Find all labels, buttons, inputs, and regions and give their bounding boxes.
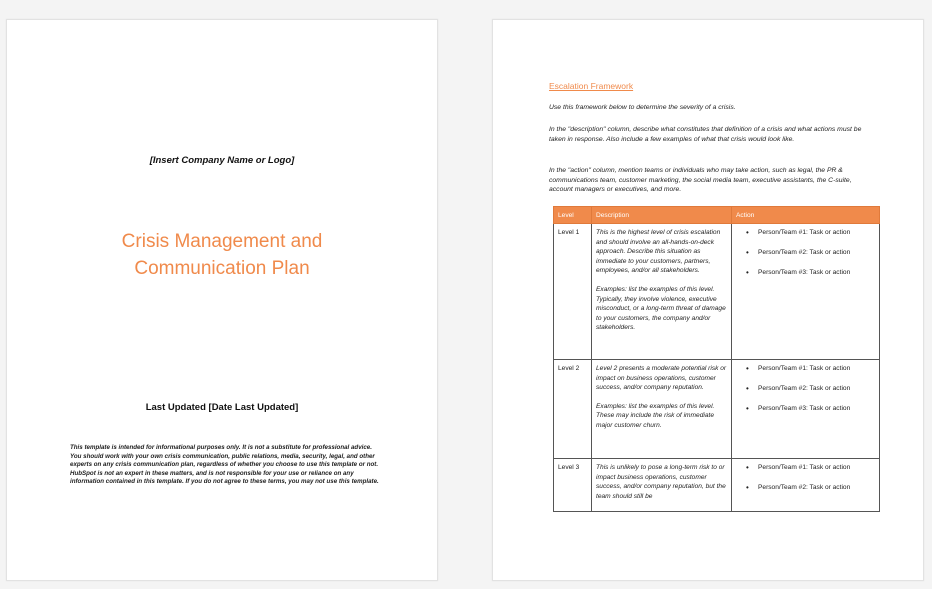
description-cell — [592, 360, 732, 459]
description-cell — [592, 459, 732, 512]
description-example: Examples: list the examples of this level. These may include the risk of immediate major customer churn. — [596, 402, 715, 429]
level-cell: Level 3 — [554, 459, 592, 512]
title-line-2: Communication Plan — [134, 258, 310, 279]
action-item: • Person/Team #3: Task or action — [746, 404, 875, 414]
table-header-row — [554, 207, 880, 224]
action-item: • Person/Team #3: Task or action — [746, 268, 875, 278]
title-line-1: Crisis Management and — [121, 231, 323, 252]
action-item: • Person/Team #1: Task or action — [746, 463, 875, 473]
document-title — [7, 228, 437, 282]
escalation-table — [553, 206, 880, 512]
table-row — [554, 360, 880, 459]
description-note: In the "description" column, describe what constitutes that definition of a crisis and what actions must be taken in response. Also include a few examples of what that crisis would look like. — [549, 126, 862, 143]
description-text: This is the highest level of crisis escalation and should involve an all-hands-on-deck approach. Describe this situation as immediate to your customers, partners, employees, and/or all stakeholders. — [596, 229, 721, 275]
action-cell — [732, 224, 880, 360]
last-updated: Last Updated [Date Last Updated] — [145, 402, 299, 413]
action-cell — [732, 360, 880, 459]
action-item: • Person/Team #2: Task or action — [746, 384, 875, 394]
cover-page — [6, 19, 438, 581]
action-item: • Person/Team #1: Task or action — [746, 364, 875, 374]
table-row — [554, 459, 880, 512]
column-header-level: Level — [554, 207, 592, 224]
level-cell: Level 2 — [554, 360, 592, 459]
description-cell — [592, 224, 732, 360]
column-header-action: Action — [732, 207, 880, 224]
action-item: • Person/Team #2: Task or action — [746, 248, 875, 258]
action-cell — [732, 459, 880, 512]
action-note: In the "action" column, mention teams or individuals who may take action, such as legal, the PR & communications team, customer marketing, the social media team, executive assistants, the C-suite, account managers or executives, and more. — [549, 167, 852, 193]
action-item: • Person/Team #1: Task or action — [746, 228, 875, 238]
escalation-heading: Escalation Framework — [549, 81, 634, 91]
disclaimer-text: This template is intended for informational purposes only. It is not a substitute for professional advice. You should work with your own crisis communication, public relations, media, security, legal, and other experts on any crisis communication plan, regardless of whether you choose to use this template or not. HubSpot is not an expert in these matters, and is not responsible for your use or reliance on any information contained in this template. If you do not agree to these terms, you may not use this template. — [70, 444, 379, 486]
table-row — [554, 224, 880, 360]
action-item: • Person/Team #2: Task or action — [746, 483, 875, 493]
description-text: Level 2 presents a moderate potential risk or impact on business operations, customer success, and/or company reputation. — [596, 365, 727, 392]
level-cell: Level 1 — [554, 224, 592, 360]
description-example: Examples: list the examples of this level. Typically, they involve violence, executive misconduct, or a long-term threat of damage to your customers, the company and/or stakeholders. — [596, 285, 726, 332]
intro-paragraph: Use this framework below to determine the severity of a crisis. — [549, 104, 736, 111]
company-name-placeholder: [Insert Company Name or Logo] — [149, 155, 295, 166]
description-text: This is unlikely to pose a long-term risk to or impact business operations, customer success, and/or company reputation, but the team should still be — [596, 464, 726, 500]
column-header-description: Description — [592, 207, 732, 224]
escalation-page — [492, 19, 924, 581]
